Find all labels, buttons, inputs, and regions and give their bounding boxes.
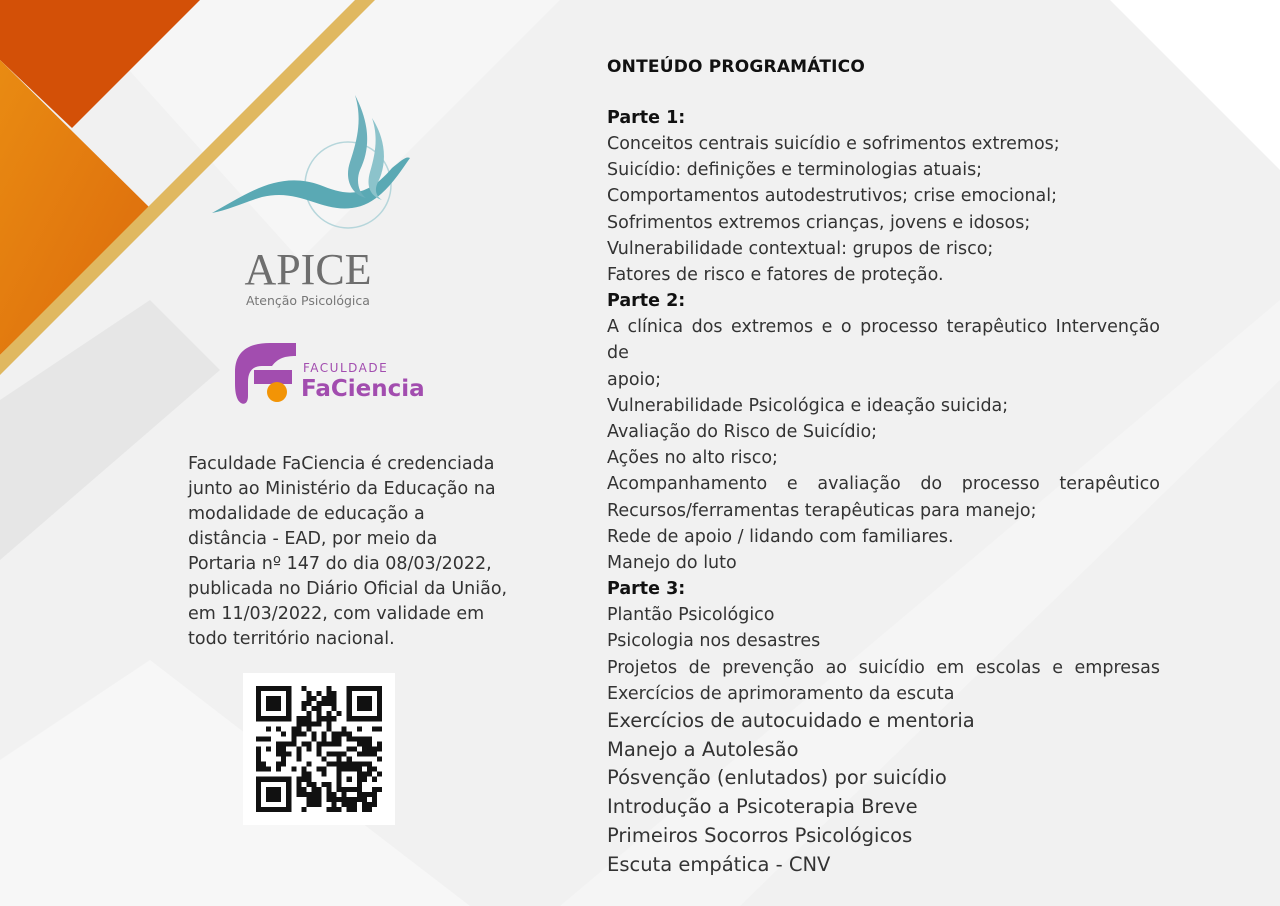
faciencia-name: FaCiencia (301, 376, 425, 402)
accreditation-text: Faculdade FaCiencia é credenciada junto ao Ministério da Educação na modalidade de educação a distância - EAD, por meio da Portaria nº 147 do dia 08/03/2022, publicada no Diário Oficial da União, em 11/03/2022, com validade em todo território nacional. (188, 454, 508, 649)
faciencia-logo-icon (235, 343, 296, 404)
part-1 (607, 105, 1160, 288)
list-item: Plantão Psicológico (607, 605, 775, 626)
apice-name: APICE (244, 245, 372, 294)
list-item: Vulnerabilidade contextual: grupos de risco; (607, 238, 994, 259)
list-item: Recursos/ferramentas terapêuticas para manejo; (607, 500, 1037, 521)
apice-logo-icon (212, 95, 410, 228)
program-content (607, 54, 1160, 879)
qr-code-icon (256, 686, 382, 812)
part-3 (607, 576, 1160, 879)
list-item: Rede de apoio / lidando com familiares. (607, 526, 954, 547)
list-item: A clínica dos extremos e o processo terapêutico Intervenção de (607, 317, 1160, 364)
list-item: Manejo a Autolesão (607, 737, 799, 761)
list-item: Exercícios de autocuidado e mentoria (607, 709, 975, 733)
list-item: Psicologia nos desastres (607, 631, 821, 652)
list-item: Sofrimentos extremos crianças, jovens e idosos; (607, 212, 1031, 233)
list-item: apoio; (607, 369, 662, 390)
qr-code (243, 673, 395, 825)
part-3-large-items (607, 707, 1160, 879)
list-item: Suicídio: definições e terminologias atuais; (607, 160, 983, 181)
list-item: Vulnerabilidade Psicológica e ideação suicida; (607, 395, 1009, 416)
list-item: Projetos de prevenção ao suicídio em escolas e empresas (607, 657, 1160, 678)
list-item: Manejo do luto (607, 553, 737, 574)
list-item: Conceitos centrais suicídio e sofrimentos extremos; (607, 134, 1060, 154)
list-item: Primeiros Socorros Psicológicos (607, 823, 913, 847)
part-2 (607, 288, 1160, 576)
part-2-title: Parte 2: (607, 291, 686, 312)
list-item: Fatores de risco e fatores de proteção. (607, 265, 944, 286)
list-item: Introdução a Psicoterapia Breve (607, 795, 918, 819)
list-item: Acompanhamento e avaliação do processo terapêutico (607, 474, 1160, 495)
list-item: Escuta empática - CNV (607, 852, 831, 876)
apice-tagline: Atenção Psicológica (246, 293, 370, 308)
section-title: ONTEÚDO PROGRAMÁTICO (607, 57, 865, 77)
list-item: Avaliação do Risco de Suicídio; (607, 422, 878, 443)
list-item: Comportamentos autodestrutivos; crise emocional; (607, 186, 1058, 207)
faculdade-label: FACULDADE (303, 361, 389, 375)
list-item: Ações no alto risco; (607, 448, 778, 469)
list-item: Pósvenção (enlutados) por suicídio (607, 766, 947, 790)
part-1-title: Parte 1: (607, 108, 686, 128)
part-3-title: Parte 3: (607, 579, 686, 600)
list-item: Exercícios de aprimoramento da escuta (607, 683, 955, 704)
